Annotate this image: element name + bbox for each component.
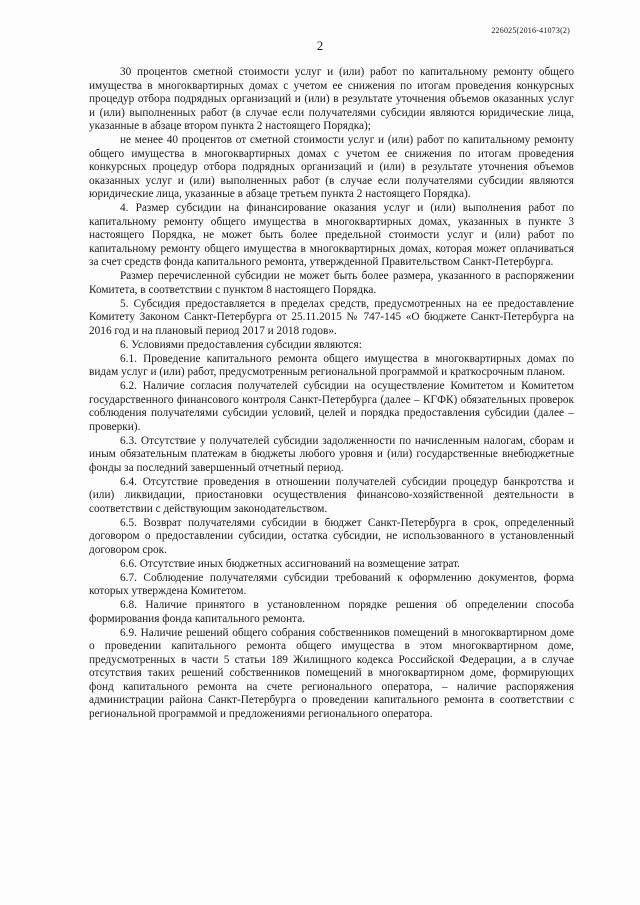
paragraph: Размер перечисленной субсидии не может быть более размера, указанного в распоряжении Комитета, в соответствии с пунктом 8 настоящего Порядка. [89, 270, 574, 296]
page-number: 2 [316, 38, 324, 53]
document-body [89, 66, 574, 722]
paragraph: 6. Условиями предоставления субсидии являются: [120, 338, 362, 351]
document-id: 226025(2016-41073(2) [491, 26, 570, 35]
paragraph: 6.8. Наличие принятого в установленном порядке решения об определении способа формирования фонда капитального ремонта. [89, 599, 574, 625]
paragraph: 6.7. Соблюдение получателями субсидии требований к оформлению документов, форма которых утверждена Комитетом. [89, 571, 574, 597]
paragraph: 6.9. Наличие решений общего собрания собственников помещений в многоквартирном доме о проведении капитального ремонта общего имущества в этом многоквартирном доме, предусмотренных в части 5 статьи 189 Жилищного кодекса Российской Федерации, а в случае отсутствия таких решений собственников помещений в многоквартирном доме, формирующих фонд капитального ремонта на счете регионального оператора, – наличие распоряжения администрации района Санкт-Петербурга о проведении капитального ремонта в соответствии с региональной программой и предложениями регионального оператора. [89, 626, 574, 720]
paragraph: не менее 40 процентов от сметной стоимости услуг и (или) работ по капитальному ремонту общего имущества в многоквартирных домах с учетом ее снижения по итогам проведения конкурсных процедур отбора подрядных организаций и (или) в результате уточнения объемов оказанных услуг и (или) выполненных работ (в случае если получателями субсидии являются юридические лица, указанные в абзаце третьем пункта 2 настоящего Порядка). [89, 134, 574, 200]
paragraph: 4. Размер субсидии на финансирование оказания услуг и (или) выполнения работ по капитальному ремонту общего имущества в многоквартирных домах, указанных в пункте 3 настоящего Порядка, не может быть более предельной стоимости услуг и (или) работ по капитальному ремонту общего имущества в многоквартирных домах, которая может оплачиваться за счет средств фонда капитального ремонта, утвержденной Правительством Санкт-Петербурга. [89, 202, 574, 268]
paragraph: 6.5. Возврат получателями субсидии в бюджет Санкт-Петербурга в срок, определенный договором о предоставлении субсидии, остатка субсидии, не использованного в установленный договором срок. [89, 516, 574, 556]
paragraph: 6.2. Наличие согласия получателей субсидии на осуществление Комитетом и Комитетом государственного финансового контроля Санкт-Петербурга (далее – КГФК) обязательных проверок соблюдения получателями субсидии условий, целей и порядка предоставления субсидии (далее – проверки). [89, 380, 574, 433]
paragraph: 6.3. Отсутствие у получателей субсидии задолженности по начисленным налогам, сборам и иным обязательным платежам в бюджеты любого уровня и (или) государственные внебюджетные фонды за последний завершенный отчетный период. [89, 434, 574, 474]
paragraph: 5. Субсидия предоставляется в пределах средств, предусмотренных на ее предоставление Комитету Законом Санкт-Петербурга от 25.11.2015 № 747-145 «О бюджете Санкт-Петербурга на 2016 год и на плановый период 2017 и 2018 годов». [89, 297, 574, 337]
paragraph: 30 процентов сметной стоимости услуг и (или) работ по капитальному ремонту общего имущества в многоквартирных домах с учетом ее снижения по итогам проведения конкурсных процедур отбора подрядных организаций и (или) в результате уточнения объемов оказанных услуг и (или) выполненных работ (в случае если получателями субсидии являются юридические лица, указанные в абзаце втором пункта 2 настоящего Порядка); [89, 66, 574, 132]
paragraph: 6.6. Отсутствие иных бюджетных ассигнований на возмещение затрат. [120, 557, 461, 570]
paragraph: 6.1. Проведение капитального ремонта общего имущества в многоквартирных домах по видам услуг и (или) работ, предусмотренным региональной программой и краткосрочным планом. [89, 352, 574, 378]
paragraph: 6.4. Отсутствие проведения в отношении получателей субсидии процедур банкротства и (или) ликвидации, приостановки осуществления финансово-хозяйственной деятельности в соответствии с действующим законодательством. [89, 475, 574, 515]
